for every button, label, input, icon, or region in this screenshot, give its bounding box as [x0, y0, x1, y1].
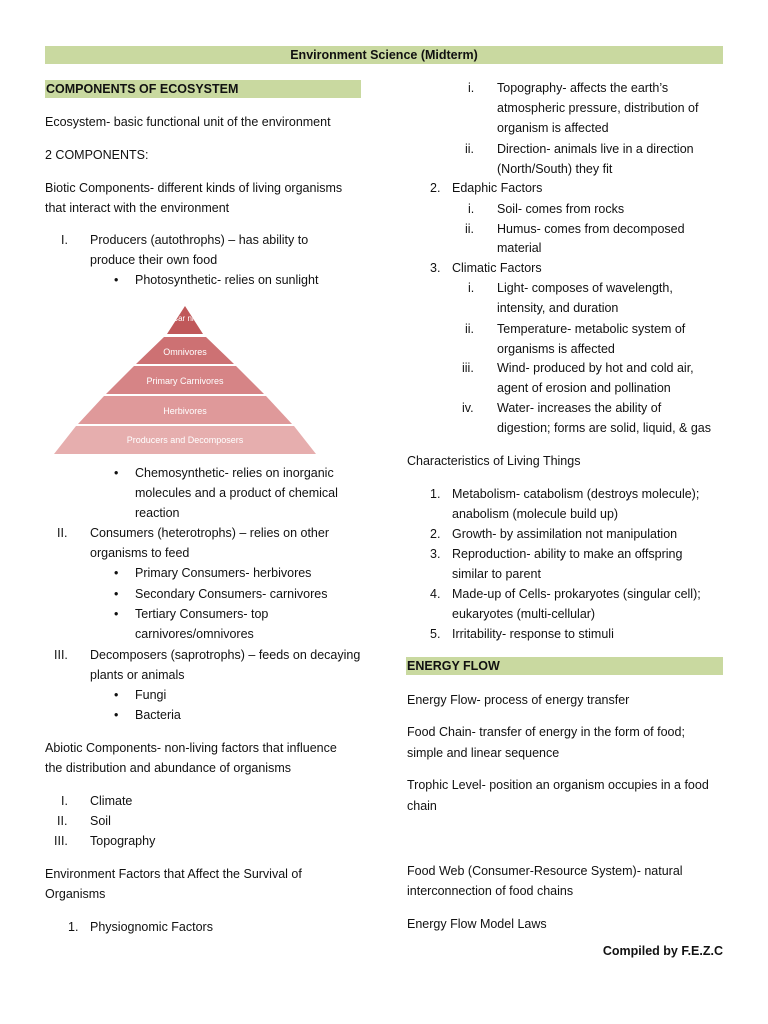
- topography-line1: Topography- affects the earth’s: [497, 81, 669, 95]
- list-number: 2.: [430, 181, 441, 195]
- bullet: •: [114, 587, 119, 601]
- water-line1: Water- increases the ability of: [497, 401, 662, 415]
- list-number: III.: [54, 834, 68, 848]
- list-number: III.: [54, 648, 68, 662]
- env-factors-line1: Environment Factors that Affect the Survival of: [45, 867, 302, 881]
- list-number: 3.: [430, 261, 441, 275]
- wind-line1: Wind- produced by hot and cold air,: [497, 361, 694, 375]
- temperature-line1: Temperature- metabolic system of: [497, 322, 686, 336]
- section-heading-energy-flow: ENERGY FLOW: [406, 657, 723, 675]
- ecosystem-definition: Ecosystem- basic functional unit of the environment: [45, 115, 331, 129]
- pyramid-label-producers: Producers and Decomposers: [126, 435, 244, 445]
- primary-consumers-item: Primary Consumers- herbivores: [135, 566, 312, 580]
- list-number: i.: [468, 81, 475, 95]
- abiotic-definition-line2: the distribution and abundance of organisms: [45, 761, 291, 775]
- list-number: I.: [61, 794, 68, 808]
- list-number: 4.: [430, 587, 441, 601]
- soil-item: Soil- comes from rocks: [497, 202, 625, 216]
- metabolism-line1: Metabolism- catabolism (destroys molecule);: [452, 487, 700, 501]
- list-number: iv.: [462, 401, 474, 415]
- edaphic-heading: Edaphic Factors: [452, 181, 543, 195]
- secondary-consumers-item: Secondary Consumers- carnivores: [135, 587, 328, 601]
- water-line2: digestion; forms are solid, liquid, & gas: [497, 421, 711, 435]
- consumers-line2: organisms to feed: [90, 546, 190, 560]
- bullet: •: [114, 708, 119, 722]
- direction-line1: Direction- animals live in a direction: [497, 142, 694, 156]
- biotic-definition-line1: Biotic Components- different kinds of living organisms: [45, 181, 343, 195]
- photosynthetic-item: Photosynthetic- relies on sunlight: [135, 273, 319, 287]
- topography-line3: organism is affected: [497, 121, 609, 135]
- trophic-level-line2: chain: [407, 799, 437, 813]
- bacteria-item: Bacteria: [135, 708, 181, 722]
- pyramid-label-omnivores: Omnivores: [163, 347, 207, 357]
- food-web-line2: interconnection of food chains: [407, 884, 574, 898]
- abiotic-item-soil: Soil: [90, 814, 111, 828]
- section-heading-components: COMPONENTS OF ECOSYSTEM: [45, 80, 361, 98]
- chemosynthetic-line1: Chemosynthetic- relies on inorganic: [135, 466, 334, 480]
- bullet: •: [114, 566, 119, 580]
- growth-item: Growth- by assimilation not manipulation: [452, 527, 678, 541]
- compiled-by-footer: Compiled by F.E.Z.C: [602, 944, 723, 958]
- list-number: ii.: [465, 322, 475, 336]
- cells-line2: eukaryotes (multi-cellular): [452, 607, 596, 621]
- list-number: II.: [57, 526, 68, 540]
- list-number: 1.: [68, 920, 79, 934]
- abiotic-definition-line1: Abiotic Components- non-living factors that influence: [45, 741, 337, 755]
- pyramid-label-primary-carnivores: Primary Carnivores: [146, 376, 224, 386]
- biotic-definition-line2: that interact with the environment: [45, 201, 230, 215]
- two-components-heading: 2 COMPONENTS:: [45, 148, 149, 162]
- producers-line1: Producers (autothrophs) – has ability to: [90, 233, 309, 247]
- tertiary-consumers-line1: Tertiary Consumers- top: [135, 607, 269, 621]
- abiotic-item-climate: Climate: [90, 794, 133, 808]
- reproduction-line1: Reproduction- ability to make an offspring: [452, 547, 683, 561]
- bullet: •: [114, 466, 119, 480]
- metabolism-line2: anabolism (molecule build up): [452, 507, 619, 521]
- list-number: 3.: [430, 547, 441, 561]
- decomposers-line1: Decomposers (saprotrophs) – feeds on decaying: [90, 648, 361, 662]
- topography-line2: atmospheric pressure, distribution of: [497, 101, 699, 115]
- list-number: I.: [61, 233, 68, 247]
- temperature-line2: organisms is affected: [497, 342, 615, 356]
- bullet: •: [114, 688, 119, 702]
- energy-flow-definition: Energy Flow- process of energy transfer: [407, 693, 630, 707]
- pyramid-label-herbivores: Herbivores: [163, 406, 207, 416]
- list-number: i.: [468, 202, 475, 216]
- light-line1: Light- composes of wavelength,: [497, 281, 673, 295]
- cells-line1: Made-up of Cells- prokaryotes (singular cell);: [452, 587, 701, 601]
- env-factors-line2: Organisms: [45, 887, 106, 901]
- irritability-item: Irritability- response to stimuli: [452, 627, 614, 641]
- reproduction-line2: similar to parent: [452, 567, 541, 581]
- list-number: iii.: [462, 361, 474, 375]
- list-number: i.: [468, 281, 475, 295]
- list-number: ii.: [465, 222, 475, 236]
- bullet: •: [114, 273, 119, 287]
- pyramid-label-top: Car niv: [172, 314, 198, 323]
- decomposers-line2: plants or animals: [90, 668, 185, 682]
- chemosynthetic-line2: molecules and a product of chemical: [135, 486, 338, 500]
- light-line2: intensity, and duration: [497, 301, 619, 315]
- wind-line2: agent of erosion and pollination: [497, 381, 671, 395]
- trophic-pyramid-diagram: [52, 298, 318, 456]
- climatic-heading: Climatic Factors: [452, 261, 542, 275]
- chemosynthetic-line3: reaction: [135, 506, 180, 520]
- list-number: II.: [57, 814, 68, 828]
- characteristics-heading: Characteristics of Living Things: [407, 454, 581, 468]
- consumers-line1: Consumers (heterotrophs) – relies on other: [90, 526, 330, 540]
- humus-line2: material: [497, 241, 542, 255]
- humus-line1: Humus- comes from decomposed: [497, 222, 685, 236]
- food-web-line1: Food Web (Consumer-Resource System)- natural: [407, 864, 683, 878]
- energy-laws-heading: Energy Flow Model Laws: [407, 917, 547, 931]
- list-number: 2.: [430, 527, 441, 541]
- physiognomic-item: Physiognomic Factors: [90, 920, 213, 934]
- trophic-level-line1: Trophic Level- position an organism occupies in a food: [407, 778, 709, 792]
- fungi-item: Fungi: [135, 688, 167, 702]
- food-chain-line2: simple and linear sequence: [407, 746, 560, 760]
- bullet: •: [114, 607, 119, 621]
- tertiary-consumers-line2: carnivores/omnivores: [135, 627, 254, 641]
- list-number: 1.: [430, 487, 441, 501]
- food-chain-line1: Food Chain- transfer of energy in the form of food;: [407, 725, 685, 739]
- producers-line2: produce their own food: [90, 253, 218, 267]
- abiotic-item-topography: Topography: [90, 834, 156, 848]
- direction-line2: (North/South) they fit: [497, 162, 613, 176]
- list-number: 5.: [430, 627, 441, 641]
- document-title: Environment Science (Midterm): [45, 46, 723, 64]
- list-number: ii.: [465, 142, 475, 156]
